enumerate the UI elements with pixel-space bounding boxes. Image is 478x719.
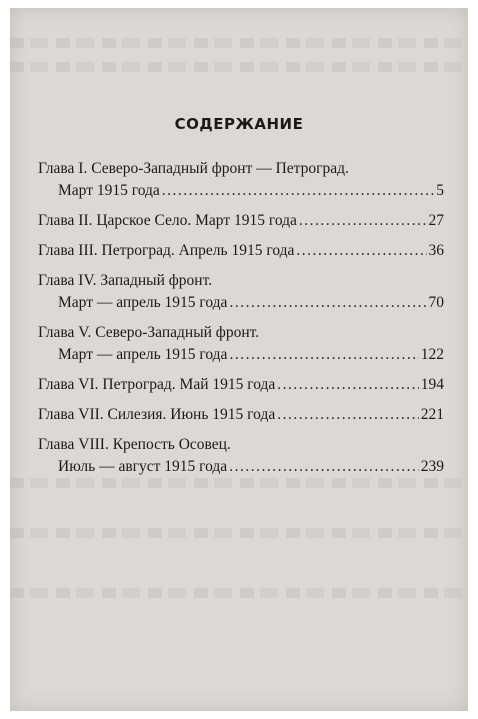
show-through-texture [10, 528, 468, 538]
page-number: 5 [436, 182, 444, 199]
page-number: 239 [420, 458, 444, 475]
chapter-subtitle: Март 1915 года [58, 182, 160, 199]
toc-entry-5 [38, 322, 444, 366]
chapter-title: Глава VI. Петроград. Май 1915 года [38, 376, 276, 393]
chapter-title: Глава III. Петроград. Апрель 1915 года [38, 242, 295, 259]
dot-leader [277, 404, 419, 426]
dot-leader [229, 344, 418, 366]
chapter-title: Глава IV. Западный фронт. [38, 272, 213, 289]
page-number: 27 [428, 212, 444, 229]
show-through-texture [10, 62, 468, 72]
toc-entry-3 [38, 240, 444, 262]
chapter-subtitle: Июль — август 1915 года [58, 458, 228, 475]
dot-leader [229, 292, 426, 314]
show-through-texture [10, 38, 468, 48]
toc-entry-8 [38, 434, 444, 478]
toc-entry-1 [38, 158, 444, 202]
page-number: 122 [420, 346, 444, 363]
dot-leader [277, 374, 418, 396]
toc-entry-6 [38, 374, 444, 396]
page-number: 221 [420, 406, 444, 423]
dot-leader [229, 456, 419, 478]
dot-leader [299, 210, 427, 232]
table-of-contents [38, 158, 444, 486]
chapter-title: Глава V. Северо-Западный фронт. [38, 324, 260, 341]
dot-leader [296, 240, 426, 262]
toc-entry-4 [38, 270, 444, 314]
chapter-title: Глава II. Царское Село. Март 1915 года [38, 212, 297, 229]
show-through-texture [10, 588, 468, 598]
chapter-title: Глава I. Северо-Западный фронт — Петроград. [38, 160, 349, 177]
toc-entry-7 [38, 404, 444, 426]
chapter-subtitle: Март — апрель 1915 года [58, 346, 228, 363]
chapter-title: Глава VIII. Крепость Осовец. [38, 436, 231, 453]
page-number: 194 [420, 376, 444, 393]
toc-title: СОДЕРЖАНИЕ [174, 115, 304, 133]
page-number: 70 [428, 294, 444, 311]
page-number: 36 [428, 242, 444, 259]
chapter-title: Глава VII. Силезия. Июнь 1915 года [38, 406, 276, 423]
dot-leader [162, 180, 434, 202]
toc-entry-2 [38, 210, 444, 232]
book-page [10, 8, 468, 711]
chapter-subtitle: Март — апрель 1915 года [58, 294, 228, 311]
